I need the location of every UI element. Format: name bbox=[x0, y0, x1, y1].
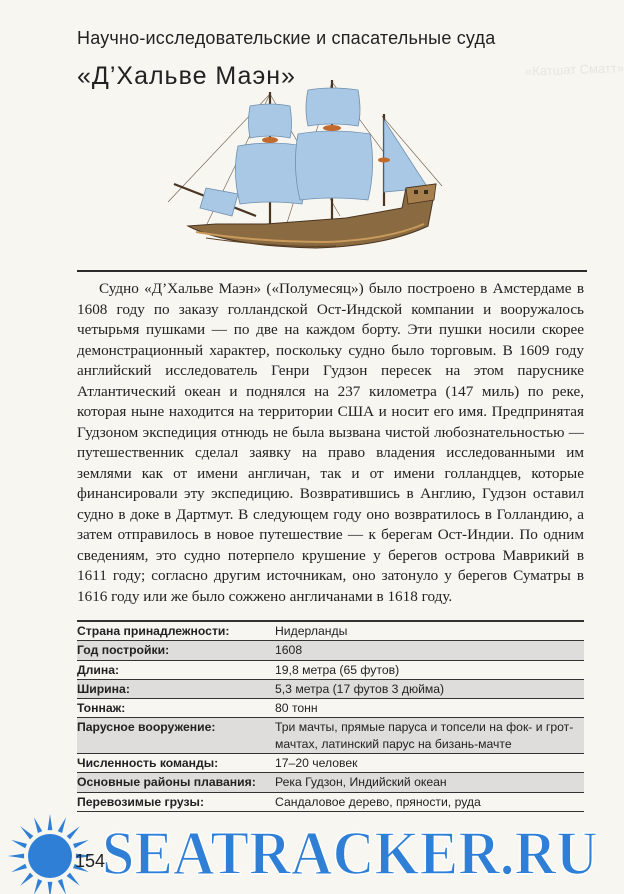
spec-label: Перевозимые грузы: bbox=[77, 794, 205, 809]
sun-ray bbox=[48, 814, 53, 830]
page-number: 154 bbox=[75, 851, 106, 871]
sun-ray bbox=[11, 864, 27, 872]
sun-ray bbox=[48, 882, 53, 894]
sun-ray bbox=[20, 873, 33, 886]
spec-row bbox=[77, 773, 584, 792]
sun-ray bbox=[11, 840, 27, 848]
title-divider bbox=[77, 270, 587, 272]
spec-label: Тоннаж: bbox=[77, 701, 126, 716]
spec-label: Длина: bbox=[77, 662, 120, 677]
watermark-text: SEATRACKER.RU bbox=[102, 820, 598, 888]
sun-ray bbox=[8, 854, 24, 859]
sun-ray bbox=[58, 879, 66, 894]
spec-value: 1608 bbox=[275, 643, 303, 658]
spec-value: Река Гудзон, Индийский океан bbox=[275, 775, 447, 790]
ship-illustration bbox=[166, 76, 452, 268]
sun-ray bbox=[67, 826, 80, 839]
spec-label: Основные районы плавания: bbox=[77, 775, 256, 790]
spec-label: Ширина: bbox=[77, 681, 130, 696]
sun-ray bbox=[34, 879, 42, 894]
spec-label: Парусное вооружение: bbox=[77, 720, 216, 735]
sun-ray bbox=[20, 826, 33, 839]
spec-label: Страна принадлежности: bbox=[77, 624, 230, 638]
spec-value: Три мачты, прямые паруса и топсели на фок- и грот-мачтах, латинский парус на бизань-мачте bbox=[275, 720, 574, 751]
sun-ray bbox=[73, 840, 89, 848]
ship-description: Судно «Д’Хальве Маэн» («Полумесяц») было построено в Амстердаме в 1608 году по заказу голландской Ост-Индской компании и вооружалось четырьмя пушками — по две на каждом борту. Эти пушки носили скорее демонстрационный характер, поскольку судно было торговым. В 1609 году английский исследователь Генри Гудзон пересек на этом паруснике Атлантический океан и поднялся на 237 километра (147 миль) по реке, которая ныне находится на территории США и носит его имя. Предпринятая Гудзоном экспедиция отнюдь не была вызвана чистой любознательностью — путешественник сделал заявку на право владения исследованными им землями как от имени англичан, так и от имени голландцев, которые финансировали эту экспедицию. Возвратившись в Англию, Гудзон оставил судно в доке в Дартмут. В следующем году оно возвратилось в Голландию, а затем отправилось в новое путешествие — к берегам Ост-Индии. По одним сведениям, это судно потерпело крушение у берегов острова Маврикий в 1611 году; согласно другим источникам, оно затонуло у берегов Суматры в 1616 году или же было сожжено англичанами в 1618 году. bbox=[77, 280, 584, 605]
spec-value: 5,3 метра (17 футов 3 дюйма) bbox=[275, 681, 445, 696]
spec-row bbox=[77, 718, 584, 754]
background-bleed-text: «Катшат Сматт» bbox=[524, 60, 624, 79]
ship-name-heading: «Д’Хальве Маэн» bbox=[77, 62, 296, 90]
spec-value: Сандаловое дерево, пряности, руда bbox=[275, 794, 481, 809]
sun-ray bbox=[58, 817, 66, 833]
section-title: Научно-исследовательские и спасательные суда bbox=[77, 28, 496, 48]
sun-ray bbox=[34, 817, 42, 833]
specs-table bbox=[77, 620, 584, 812]
spec-row bbox=[77, 641, 584, 660]
spec-value: Нидерланды bbox=[275, 624, 348, 638]
ship-sails bbox=[200, 88, 428, 216]
spec-value: 19,8 метра (65 футов) bbox=[275, 662, 400, 677]
spec-label: Численность команды: bbox=[77, 756, 219, 771]
spec-row bbox=[77, 679, 584, 698]
spec-label: Год постройки: bbox=[77, 643, 170, 658]
sun-ray bbox=[67, 873, 80, 886]
spec-row bbox=[77, 754, 584, 773]
spec-row bbox=[77, 621, 584, 641]
spec-row bbox=[77, 699, 584, 718]
spec-value: 17–20 человек bbox=[275, 756, 358, 771]
spec-value: 80 тонн bbox=[275, 701, 318, 716]
spec-row bbox=[77, 660, 584, 679]
